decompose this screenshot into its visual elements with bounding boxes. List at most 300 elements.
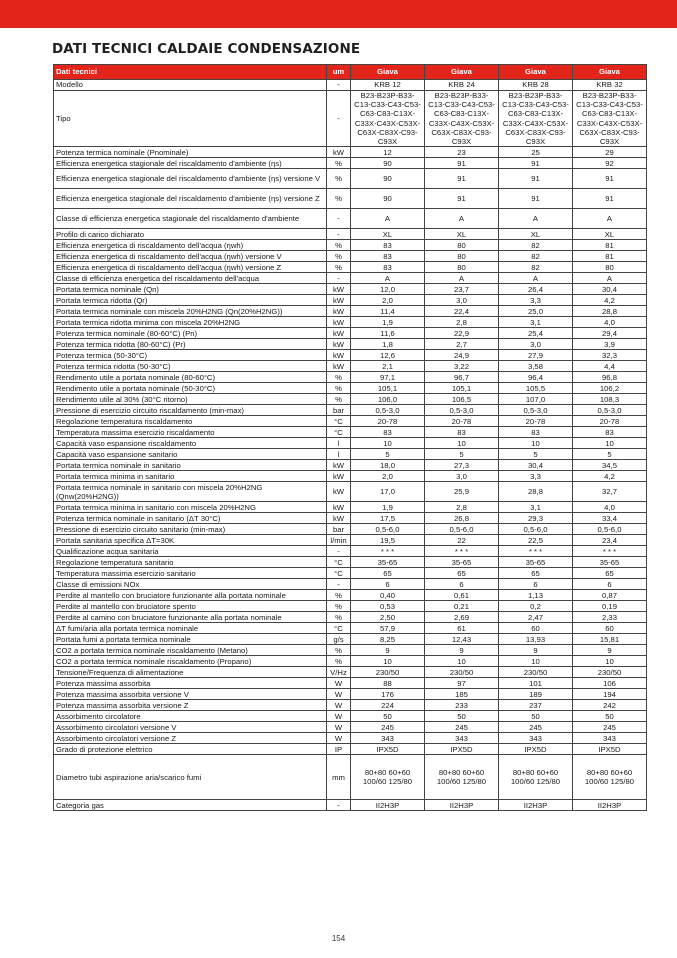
parameter-label: Portata termica nominale in sanitario con miscela 20%H2NG (Qnw(20%H2NG)) bbox=[54, 482, 327, 502]
value-cell: 80 bbox=[425, 251, 499, 262]
unit-cell: V/Hz bbox=[327, 667, 351, 678]
value-cell: 230/50 bbox=[573, 667, 647, 678]
parameter-label: Portata termica minima in sanitario con miscela 20%H2NG bbox=[54, 502, 327, 513]
parameter-label: Potenza termica nominale (Pnominale) bbox=[54, 147, 327, 158]
parameter-label: Rendimento utile al 30% (30°C ritorno) bbox=[54, 394, 327, 405]
value-cell: 83 bbox=[351, 427, 425, 438]
table-row bbox=[54, 755, 647, 800]
value-cell: 20-78 bbox=[499, 416, 573, 427]
value-cell: XL bbox=[573, 229, 647, 240]
value-cell: 2,69 bbox=[425, 612, 499, 623]
value-cell: 88 bbox=[351, 678, 425, 689]
table-row bbox=[54, 273, 647, 284]
table-row bbox=[54, 394, 647, 405]
value-cell: 224 bbox=[351, 700, 425, 711]
value-cell: 25,0 bbox=[499, 306, 573, 317]
value-cell: 245 bbox=[499, 722, 573, 733]
unit-cell: % bbox=[327, 262, 351, 273]
unit-cell: W bbox=[327, 700, 351, 711]
value-cell: 23 bbox=[425, 147, 499, 158]
value-cell: 0,5-6,0 bbox=[425, 524, 499, 535]
parameter-label: Qualificazione acqua sanitaria bbox=[54, 546, 327, 557]
table-row bbox=[54, 689, 647, 700]
table-row bbox=[54, 91, 647, 147]
parameter-label: Perdite al mantello con bruciatore funzionante alla portata nominale bbox=[54, 590, 327, 601]
table-row bbox=[54, 328, 647, 339]
table-row bbox=[54, 350, 647, 361]
table-row bbox=[54, 546, 647, 557]
parameter-label: Regolazione temperatura sanitario bbox=[54, 557, 327, 568]
page-title: DATI TECNICI CALDAIE CONDENSAZIONE bbox=[52, 41, 361, 57]
value-cell: 3,3 bbox=[499, 295, 573, 306]
unit-cell: kW bbox=[327, 350, 351, 361]
parameter-label: Categoria gas bbox=[54, 800, 327, 811]
column-header: Giava bbox=[573, 65, 647, 80]
value-cell: 6 bbox=[425, 579, 499, 590]
value-cell: 0,87 bbox=[573, 590, 647, 601]
unit-cell: l bbox=[327, 438, 351, 449]
value-cell: 3,58 bbox=[499, 361, 573, 372]
value-cell: 12,43 bbox=[425, 634, 499, 645]
value-cell: 61 bbox=[425, 623, 499, 634]
parameter-label: Portata sanitaria specifica ΔT=30K bbox=[54, 535, 327, 546]
value-cell: 0,53 bbox=[351, 601, 425, 612]
value-cell: 5 bbox=[351, 449, 425, 460]
value-cell: A bbox=[351, 209, 425, 229]
parameter-label: Profilo di carico dichiarato bbox=[54, 229, 327, 240]
value-cell: 6 bbox=[351, 579, 425, 590]
parameter-label: Portata termica nominale (Qn) bbox=[54, 284, 327, 295]
unit-cell: mm bbox=[327, 755, 351, 800]
value-cell: 83 bbox=[573, 427, 647, 438]
parameter-label: Efficienza energetica stagionale del riscaldamento d'ambiente (ηs) versione Z bbox=[54, 189, 327, 209]
value-cell: 1,8 bbox=[351, 339, 425, 350]
table-row bbox=[54, 383, 647, 394]
value-cell: 11,6 bbox=[351, 328, 425, 339]
unit-cell: - bbox=[327, 579, 351, 590]
value-cell: 33,4 bbox=[573, 513, 647, 524]
unit-cell: W bbox=[327, 733, 351, 744]
value-cell: 242 bbox=[573, 700, 647, 711]
value-cell: * * * bbox=[573, 546, 647, 557]
value-cell: 65 bbox=[573, 568, 647, 579]
table-row bbox=[54, 471, 647, 482]
value-cell: 237 bbox=[499, 700, 573, 711]
value-cell: 20-78 bbox=[351, 416, 425, 427]
value-cell: 90 bbox=[351, 189, 425, 209]
unit-cell: °C bbox=[327, 568, 351, 579]
table-row bbox=[54, 251, 647, 262]
value-cell: 6 bbox=[573, 579, 647, 590]
value-cell: KRB 32 bbox=[573, 80, 647, 91]
column-header: Giava bbox=[499, 65, 573, 80]
parameter-label: Tipo bbox=[54, 91, 327, 147]
unit-cell: kW bbox=[327, 328, 351, 339]
value-cell: 26,8 bbox=[425, 513, 499, 524]
table-row bbox=[54, 416, 647, 427]
value-cell: 23,4 bbox=[573, 535, 647, 546]
value-cell: 2,1 bbox=[351, 361, 425, 372]
value-cell: 35-65 bbox=[499, 557, 573, 568]
unit-cell: kW bbox=[327, 460, 351, 471]
value-cell: II2H3P bbox=[573, 800, 647, 811]
value-cell: 2,8 bbox=[425, 502, 499, 513]
table-row bbox=[54, 317, 647, 328]
value-cell: A bbox=[425, 273, 499, 284]
value-cell: 90 bbox=[351, 158, 425, 169]
value-cell: 105,1 bbox=[425, 383, 499, 394]
value-cell: 176 bbox=[351, 689, 425, 700]
parameter-label: Capacità vaso espansione riscaldamento bbox=[54, 438, 327, 449]
value-cell: 83 bbox=[425, 427, 499, 438]
value-cell: 22,4 bbox=[425, 306, 499, 317]
unit-cell: - bbox=[327, 273, 351, 284]
table-row bbox=[54, 678, 647, 689]
parameter-label: Efficienza energetica stagionale del riscaldamento d'ambiente (ηs) versione V bbox=[54, 169, 327, 189]
value-cell: 5 bbox=[499, 449, 573, 460]
table-row bbox=[54, 667, 647, 678]
value-cell: 25,4 bbox=[499, 328, 573, 339]
value-cell: 83 bbox=[351, 262, 425, 273]
value-cell: 25 bbox=[499, 147, 573, 158]
value-cell: IPX5D bbox=[499, 744, 573, 755]
table-row bbox=[54, 502, 647, 513]
table-row bbox=[54, 361, 647, 372]
value-cell: 22,9 bbox=[425, 328, 499, 339]
unit-cell: W bbox=[327, 689, 351, 700]
unit-cell: °C bbox=[327, 427, 351, 438]
value-cell: 96,7 bbox=[425, 372, 499, 383]
value-cell: KRB 28 bbox=[499, 80, 573, 91]
parameter-label: Assorbimento circolatori versione Z bbox=[54, 733, 327, 744]
value-cell: 28,8 bbox=[499, 482, 573, 502]
unit-cell: l/min bbox=[327, 535, 351, 546]
value-cell: II2H3P bbox=[499, 800, 573, 811]
table-row bbox=[54, 405, 647, 416]
unit-cell: g/s bbox=[327, 634, 351, 645]
value-cell: 0,5-3,0 bbox=[425, 405, 499, 416]
value-cell: 0,5-6,0 bbox=[351, 524, 425, 535]
value-cell: 10 bbox=[573, 438, 647, 449]
value-cell: 35-65 bbox=[425, 557, 499, 568]
value-cell: 22 bbox=[425, 535, 499, 546]
parameter-label: ΔT fumi/aria alla portata termica nominale bbox=[54, 623, 327, 634]
value-cell: 80 bbox=[425, 262, 499, 273]
parameter-label: Efficienza energetica di riscaldamento dell'acqua (ηwh) versione Z bbox=[54, 262, 327, 273]
parameter-label: Efficienza energetica stagionale del riscaldamento d'ambiente (ηs) bbox=[54, 158, 327, 169]
value-cell: 83 bbox=[351, 240, 425, 251]
value-cell: 32,7 bbox=[573, 482, 647, 502]
parameter-label: Assorbimento circolatore bbox=[54, 711, 327, 722]
unit-cell: % bbox=[327, 372, 351, 383]
value-cell: 81 bbox=[573, 251, 647, 262]
parameter-label: Potenza termica nominale in sanitario (ΔT 30°C) bbox=[54, 513, 327, 524]
value-cell: A bbox=[499, 209, 573, 229]
value-cell: 245 bbox=[425, 722, 499, 733]
value-cell: 10 bbox=[499, 656, 573, 667]
value-cell: 9 bbox=[499, 645, 573, 656]
value-cell: 106,2 bbox=[573, 383, 647, 394]
table-row bbox=[54, 427, 647, 438]
value-cell: 1,13 bbox=[499, 590, 573, 601]
value-cell: 230/50 bbox=[351, 667, 425, 678]
value-cell: 91 bbox=[425, 189, 499, 209]
value-cell: 0,2 bbox=[499, 601, 573, 612]
value-cell: 106,5 bbox=[425, 394, 499, 405]
value-cell: 105,5 bbox=[499, 383, 573, 394]
value-cell: 10 bbox=[499, 438, 573, 449]
table-row bbox=[54, 623, 647, 634]
parameter-label: Potenza massima assorbita versione Z bbox=[54, 700, 327, 711]
value-cell: 10 bbox=[573, 656, 647, 667]
value-cell: 2,50 bbox=[351, 612, 425, 623]
value-cell: 91 bbox=[573, 169, 647, 189]
value-cell: 80+80 60+60 100/60 125/80 bbox=[351, 755, 425, 800]
unit-cell: - bbox=[327, 91, 351, 147]
value-cell: 65 bbox=[351, 568, 425, 579]
value-cell: 27,9 bbox=[499, 350, 573, 361]
value-cell: 50 bbox=[351, 711, 425, 722]
value-cell: 0,61 bbox=[425, 590, 499, 601]
unit-cell: kW bbox=[327, 471, 351, 482]
value-cell: 0,19 bbox=[573, 601, 647, 612]
value-cell: 60 bbox=[573, 623, 647, 634]
table-row bbox=[54, 295, 647, 306]
value-cell: 65 bbox=[499, 568, 573, 579]
parameter-label: Tensione/Frequenza di alimentazione bbox=[54, 667, 327, 678]
column-header: Dati tecnici bbox=[54, 65, 327, 80]
value-cell: 91 bbox=[499, 169, 573, 189]
unit-cell: - bbox=[327, 209, 351, 229]
value-cell: XL bbox=[351, 229, 425, 240]
value-cell: 107,0 bbox=[499, 394, 573, 405]
value-cell: 50 bbox=[425, 711, 499, 722]
value-cell: 20-78 bbox=[425, 416, 499, 427]
value-cell: 4,4 bbox=[573, 361, 647, 372]
parameter-label: Potenza termica (50-30°C) bbox=[54, 350, 327, 361]
value-cell: 0,5-3,0 bbox=[351, 405, 425, 416]
value-cell: 3,0 bbox=[499, 339, 573, 350]
table-row bbox=[54, 634, 647, 645]
value-cell: 2,0 bbox=[351, 295, 425, 306]
parameter-label: Assorbimento circolatori versione V bbox=[54, 722, 327, 733]
parameter-label: Portata termica ridotta minima con miscela 20%H2NG bbox=[54, 317, 327, 328]
value-cell: XL bbox=[499, 229, 573, 240]
value-cell: 3,9 bbox=[573, 339, 647, 350]
value-cell: 91 bbox=[499, 189, 573, 209]
value-cell: 12 bbox=[351, 147, 425, 158]
value-cell: 27,3 bbox=[425, 460, 499, 471]
value-cell: 65 bbox=[425, 568, 499, 579]
value-cell: 60 bbox=[499, 623, 573, 634]
value-cell: 96,4 bbox=[499, 372, 573, 383]
table-row bbox=[54, 372, 647, 383]
unit-cell: % bbox=[327, 158, 351, 169]
value-cell: 34,5 bbox=[573, 460, 647, 471]
value-cell: 10 bbox=[425, 656, 499, 667]
value-cell: 0,5-3,0 bbox=[499, 405, 573, 416]
table-row bbox=[54, 722, 647, 733]
unit-cell: kW bbox=[327, 306, 351, 317]
parameter-label: Modello bbox=[54, 80, 327, 91]
table-row bbox=[54, 800, 647, 811]
value-cell: 15,81 bbox=[573, 634, 647, 645]
value-cell: 83 bbox=[351, 251, 425, 262]
value-cell: 82 bbox=[499, 240, 573, 251]
unit-cell: W bbox=[327, 711, 351, 722]
parameter-label: Perdite al mantello con bruciatore spento bbox=[54, 601, 327, 612]
value-cell: 0,21 bbox=[425, 601, 499, 612]
table-row bbox=[54, 612, 647, 623]
table-body bbox=[54, 80, 647, 811]
unit-cell: - bbox=[327, 546, 351, 557]
value-cell: 28,8 bbox=[573, 306, 647, 317]
value-cell: IPX5D bbox=[573, 744, 647, 755]
table-row bbox=[54, 209, 647, 229]
parameter-label: Potenza termica nominale (80-60°C) (Pn) bbox=[54, 328, 327, 339]
parameter-label: Classe di emissioni NOx bbox=[54, 579, 327, 590]
unit-cell: W bbox=[327, 722, 351, 733]
unit-cell: °C bbox=[327, 416, 351, 427]
value-cell: 80 bbox=[425, 240, 499, 251]
table-row bbox=[54, 601, 647, 612]
value-cell: 97,1 bbox=[351, 372, 425, 383]
value-cell: 17,0 bbox=[351, 482, 425, 502]
table-row bbox=[54, 557, 647, 568]
table-row bbox=[54, 744, 647, 755]
value-cell: 3,3 bbox=[499, 471, 573, 482]
value-cell: 20-78 bbox=[573, 416, 647, 427]
value-cell: 10 bbox=[351, 438, 425, 449]
value-cell: II2H3P bbox=[351, 800, 425, 811]
table-row bbox=[54, 147, 647, 158]
unit-cell: - bbox=[327, 229, 351, 240]
table-row bbox=[54, 262, 647, 273]
value-cell: 185 bbox=[425, 689, 499, 700]
value-cell: 30,4 bbox=[573, 284, 647, 295]
unit-cell: - bbox=[327, 800, 351, 811]
value-cell: 12,0 bbox=[351, 284, 425, 295]
value-cell: 3,0 bbox=[425, 471, 499, 482]
unit-cell: kW bbox=[327, 339, 351, 350]
table-row bbox=[54, 240, 647, 251]
parameter-label: Regolazione temperatura riscaldamento bbox=[54, 416, 327, 427]
unit-cell: kW bbox=[327, 513, 351, 524]
table-row bbox=[54, 590, 647, 601]
value-cell: 23,7 bbox=[425, 284, 499, 295]
value-cell: 32,3 bbox=[573, 350, 647, 361]
value-cell: 105,1 bbox=[351, 383, 425, 394]
unit-cell: W bbox=[327, 678, 351, 689]
table-row bbox=[54, 339, 647, 350]
table-row bbox=[54, 568, 647, 579]
value-cell: 91 bbox=[425, 158, 499, 169]
value-cell: 343 bbox=[499, 733, 573, 744]
table-row bbox=[54, 449, 647, 460]
unit-cell: kW bbox=[327, 502, 351, 513]
value-cell: 29 bbox=[573, 147, 647, 158]
value-cell: 97 bbox=[425, 678, 499, 689]
value-cell: 9 bbox=[573, 645, 647, 656]
unit-cell: % bbox=[327, 601, 351, 612]
value-cell: 343 bbox=[351, 733, 425, 744]
value-cell: 57,9 bbox=[351, 623, 425, 634]
unit-cell: °C bbox=[327, 557, 351, 568]
table-row bbox=[54, 158, 647, 169]
value-cell: 11,4 bbox=[351, 306, 425, 317]
parameter-label: Pressione di esercizio circuito riscaldamento (min-max) bbox=[54, 405, 327, 416]
unit-cell: kW bbox=[327, 284, 351, 295]
unit-cell: kW bbox=[327, 482, 351, 502]
value-cell: 2,7 bbox=[425, 339, 499, 350]
unit-cell: % bbox=[327, 169, 351, 189]
table-row bbox=[54, 513, 647, 524]
value-cell: 4,0 bbox=[573, 317, 647, 328]
value-cell: 106 bbox=[573, 678, 647, 689]
value-cell: II2H3P bbox=[425, 800, 499, 811]
value-cell: KRB 24 bbox=[425, 80, 499, 91]
value-cell: 29,4 bbox=[573, 328, 647, 339]
value-cell: 17,5 bbox=[351, 513, 425, 524]
value-cell: * * * bbox=[351, 546, 425, 557]
table-row bbox=[54, 306, 647, 317]
table-row bbox=[54, 733, 647, 744]
value-cell: 80+80 60+60 100/60 125/80 bbox=[425, 755, 499, 800]
value-cell: A bbox=[425, 209, 499, 229]
value-cell: 83 bbox=[499, 427, 573, 438]
value-cell: 4,0 bbox=[573, 502, 647, 513]
table-row bbox=[54, 460, 647, 471]
table-row bbox=[54, 189, 647, 209]
unit-cell: % bbox=[327, 240, 351, 251]
value-cell: 5 bbox=[425, 449, 499, 460]
table-row bbox=[54, 711, 647, 722]
value-cell: 82 bbox=[499, 251, 573, 262]
value-cell: 230/50 bbox=[425, 667, 499, 678]
value-cell: 26,4 bbox=[499, 284, 573, 295]
value-cell: 2,0 bbox=[351, 471, 425, 482]
parameter-label: Efficienza energetica di riscaldamento dell'acqua (ηwh) versione V bbox=[54, 251, 327, 262]
value-cell: 50 bbox=[499, 711, 573, 722]
parameter-label: Pressione di esercizio circuito sanitario (min-max) bbox=[54, 524, 327, 535]
value-cell: B23-B23P-B33-C13-C33-C43-C53-C63-C83-C13X-C33X-C43X-C53X-C63X-C83X-C93-C93X bbox=[499, 91, 573, 147]
column-header: um bbox=[327, 65, 351, 80]
parameter-label: Classe di efficienza energetica del riscaldamento dell'acqua bbox=[54, 273, 327, 284]
unit-cell: kW bbox=[327, 147, 351, 158]
value-cell: 18,0 bbox=[351, 460, 425, 471]
value-cell: 29,3 bbox=[499, 513, 573, 524]
value-cell: 6 bbox=[499, 579, 573, 590]
unit-cell: °C bbox=[327, 623, 351, 634]
value-cell: 4,2 bbox=[573, 295, 647, 306]
value-cell: 245 bbox=[351, 722, 425, 733]
value-cell: 81 bbox=[573, 240, 647, 251]
parameter-label: Temperatura massima esercizio riscaldamento bbox=[54, 427, 327, 438]
value-cell: 10 bbox=[351, 656, 425, 667]
unit-cell: % bbox=[327, 590, 351, 601]
parameter-label: Portata termica minima in sanitario bbox=[54, 471, 327, 482]
parameter-label: Rendimento utile a portata nominale (80-60°C) bbox=[54, 372, 327, 383]
value-cell: 3,1 bbox=[499, 502, 573, 513]
value-cell: 3,22 bbox=[425, 361, 499, 372]
value-cell: 0,40 bbox=[351, 590, 425, 601]
value-cell: 233 bbox=[425, 700, 499, 711]
unit-cell: % bbox=[327, 394, 351, 405]
parameter-label: CO2 a portata termica nominale riscaldamento (Propano) bbox=[54, 656, 327, 667]
value-cell: 343 bbox=[425, 733, 499, 744]
value-cell: * * * bbox=[425, 546, 499, 557]
table-row bbox=[54, 482, 647, 502]
